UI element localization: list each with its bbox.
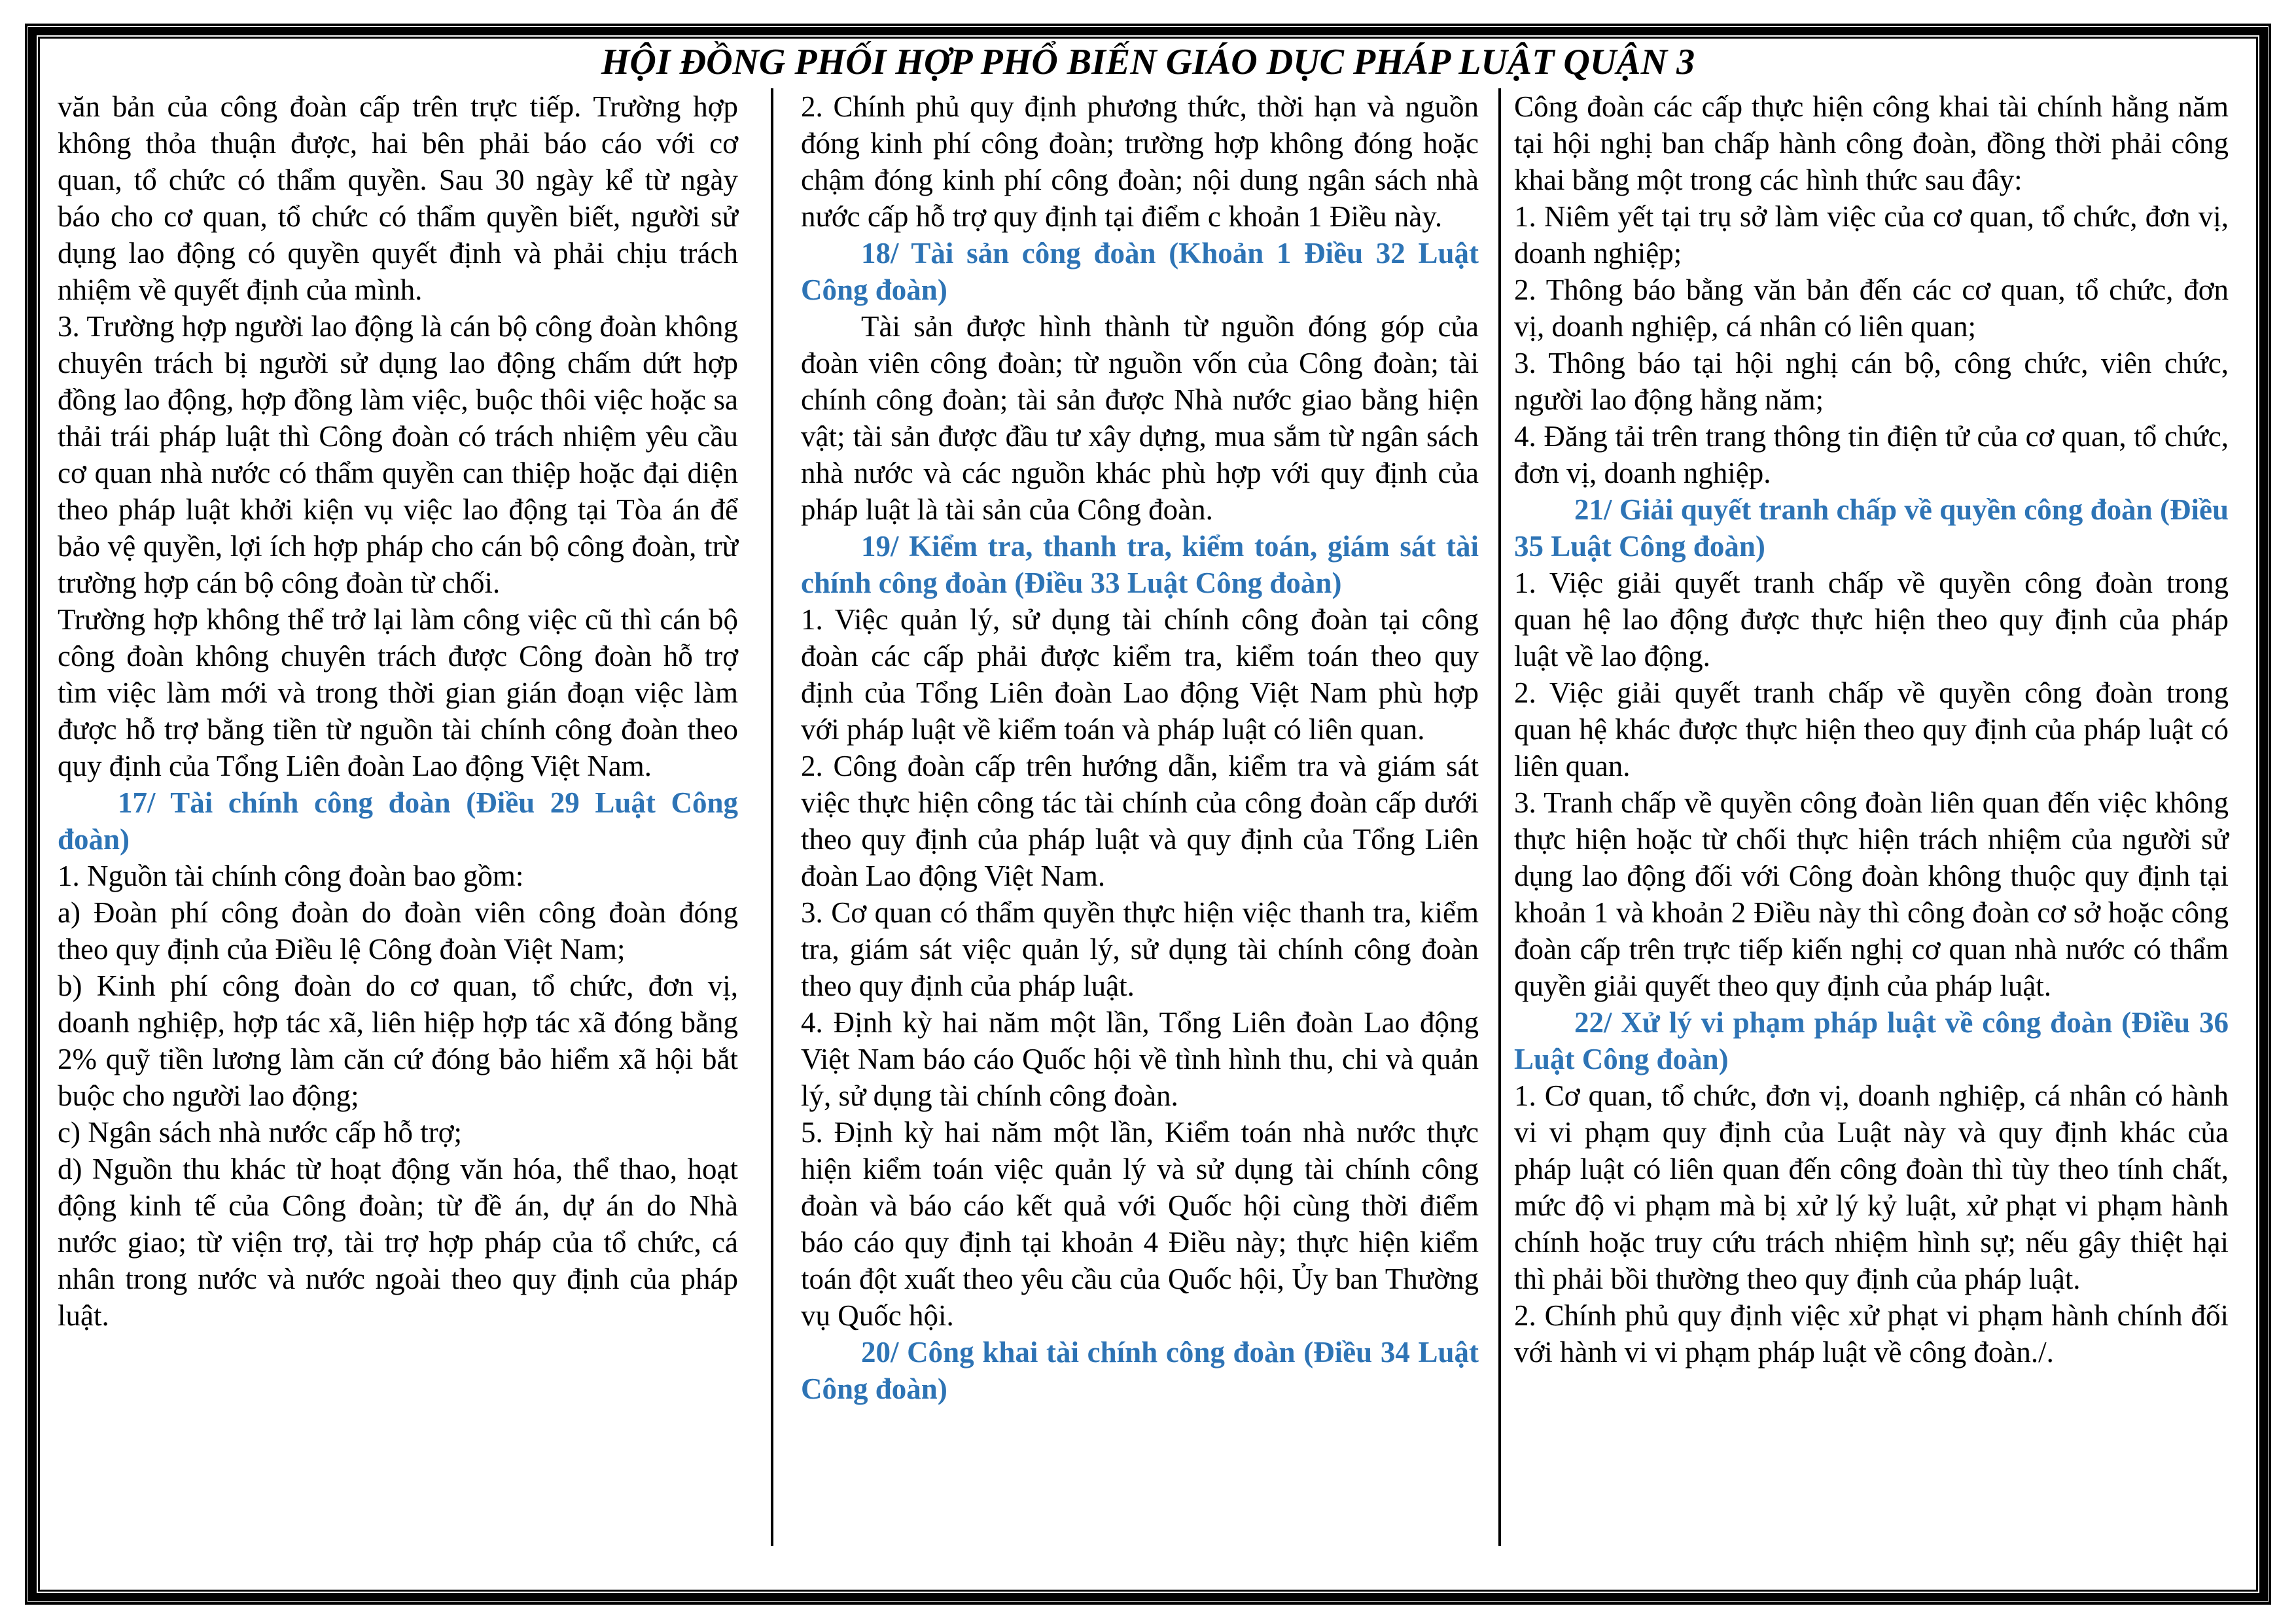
section-heading: 22/ Xử lý vi phạm pháp luật về công đoàn (Điều 36 Luật Công đoàn)	[1514, 1006, 2229, 1075]
paragraph: 2. Thông báo bằng văn bản đến các cơ quan, tổ chức, đơn vị, doanh nghiệp, cá nhân có liên quan;	[1514, 273, 2229, 343]
column-1	[40, 88, 771, 1334]
paragraph: a) Đoàn phí công đoàn do đoàn viên công đoàn đóng theo quy định của Điều lệ Công đoàn Việt Nam;	[58, 896, 738, 966]
paragraph: 1. Niêm yết tại trụ sở làm việc của cơ quan, tổ chức, đơn vị, doanh nghiệp;	[1514, 200, 2229, 270]
three-column-layout	[40, 88, 2256, 1546]
page-frame-thick-bar	[28, 27, 2268, 1601]
section-heading: 20/ Công khai tài chính công đoàn (Điều 34 Luật Công đoàn)	[801, 1336, 1479, 1405]
page-frame-outer-line	[25, 24, 2271, 1605]
paragraph: 3. Thông báo tại hội nghị cán bộ, công chức, viên chức, người lao động hằng năm;	[1514, 347, 2229, 416]
paragraph: 1. Việc quản lý, sử dụng tài chính công đoàn tại công đoàn các cấp phải được kiểm tra, kiểm toán theo quy định của Tổng Liên đoàn Lao động Việt Nam phù hợp với pháp luật về kiểm toán và pháp luật có liên quan.	[801, 603, 1479, 746]
paragraph: 3. Trường hợp người lao động là cán bộ công đoàn không chuyên trách bị người sử dụng lao động chấm dứt hợp đồng lao động, hợp đồng làm việc, buộc thôi việc hoặc sa thải trái pháp luật thì Công đoàn có trách nhiệm yêu cầu cơ quan nhà nước có thẩm quyền can thiệp hoặc đại diện theo pháp luật khởi kiện vụ việc lao động tại Tòa án để bảo vệ quyền, lợi ích hợp pháp cho cán bộ công đoàn, trừ trường hợp cán bộ công đoàn từ chối.	[58, 310, 738, 599]
paragraph: Tài sản được hình thành từ nguồn đóng góp của đoàn viên công đoàn; từ nguồn vốn của Công đoàn; tài chính công đoàn; tài sản được Nhà nước giao bằng hiện vật; tài sản được đầu tư xây dựng, mua sắm từ ngân sách nhà nước và các nguồn khác phù hợp với quy định của pháp luật là tài sản của Công đoàn.	[801, 310, 1479, 526]
paragraph: 5. Định kỳ hai năm một lần, Kiểm toán nhà nước thực hiện kiểm toán việc quản lý và sử dụng tài chính công đoàn và báo cáo kết quả với Quốc hội cùng thời điểm báo cáo quy định tại khoản 4 Điều này; thực hiện kiểm toán đột xuất theo yêu cầu của Quốc hội, Ủy ban Thường vụ Quốc hội.	[801, 1116, 1479, 1332]
paragraph: 2. Chính phủ quy định phương thức, thời hạn và nguồn đóng kinh phí công đoàn; trường hợp không đóng hoặc chậm đóng kinh phí công đoàn; nội dung ngân sách nhà nước cấp hỗ trợ quy định tại điểm c khoản 1 Điều này.	[801, 90, 1479, 233]
paragraph: 4. Định kỳ hai năm một lần, Tổng Liên đoàn Lao động Việt Nam báo cáo Quốc hội về tình hình thu, chi và quản lý, sử dụng tài chính công đoàn.	[801, 1006, 1479, 1112]
section-heading: 21/ Giải quyết tranh chấp về quyền công đoàn (Điều 35 Luật Công đoàn)	[1514, 493, 2229, 563]
paragraph: b) Kinh phí công đoàn do cơ quan, tổ chức, đơn vị, doanh nghiệp, hợp tác xã, liên hiệp hợp tác xã đóng bằng 2% quỹ tiền lương làm căn cứ đóng bảo hiểm xã hội bắt buộc cho người lao động;	[58, 969, 738, 1112]
paragraph: 4. Đăng tải trên trang thông tin điện tử của cơ quan, tổ chức, đơn vị, doanh nghiệp.	[1514, 420, 2229, 489]
page-frame-inner-line	[38, 37, 2258, 1592]
column-2	[773, 88, 1498, 1407]
paragraph: 3. Tranh chấp về quyền công đoàn liên quan đến việc không thực hiện hoặc từ chối thực hiện trách nhiệm của người sử dụng lao động đối với Công đoàn không thuộc quy định tại khoản 1 và khoản 2 Điều này thì công đoàn cơ sở hoặc công đoàn cấp trên trực tiếp kiến nghị cơ quan nhà nước có thẩm quyền giải quyết theo quy định của pháp luật.	[1514, 786, 2229, 1002]
paragraph: 3. Cơ quan có thẩm quyền thực hiện việc thanh tra, kiểm tra, giám sát việc quản lý, sử dụng tài chính công đoàn theo quy định của pháp luật.	[801, 896, 1479, 1002]
paragraph: 1. Nguồn tài chính công đoàn bao gồm:	[58, 860, 524, 892]
paragraph: 2. Chính phủ quy định việc xử phạt vi phạm hành chính đối với hành vi vi phạm pháp luật về công đoàn./.	[1514, 1299, 2229, 1369]
section-heading: 18/ Tài sản công đoàn (Khoản 1 Điều 32 Luật Công đoàn)	[801, 237, 1479, 306]
paragraph: Công đoàn các cấp thực hiện công khai tài chính hằng năm tại hội nghị ban chấp hành công đoàn, đồng thời phải công khai bằng một trong các hình thức sau đây:	[1514, 90, 2229, 196]
column-3	[1501, 88, 2256, 1370]
paragraph: c) Ngân sách nhà nước cấp hỗ trợ;	[58, 1116, 463, 1149]
paragraph: 2. Việc giải quyết tranh chấp về quyền công đoàn trong quan hệ khác được thực hiện theo quy định của pháp luật có liên quan.	[1514, 676, 2229, 782]
section-heading: 19/ Kiểm tra, thanh tra, kiểm toán, giám sát tài chính công đoàn (Điều 33 Luật Công đoàn)	[801, 530, 1479, 599]
paragraph: 1. Việc giải quyết tranh chấp về quyền công đoàn trong quan hệ lao động được thực hiện theo quy định của pháp luật về lao động.	[1514, 567, 2229, 672]
page-title: HỘI ĐỒNG PHỐI HỢP PHỔ BIẾN GIÁO DỤC PHÁP LUẬT QUẬN 3	[601, 42, 1695, 82]
paragraph: văn bản của công đoàn cấp trên trực tiếp. Trường hợp không thỏa thuận được, hai bên phải báo cáo với cơ quan, tổ chức có thẩm quyền. Sau 30 ngày kể từ ngày báo cho cơ quan, tổ chức có thẩm quyền biết, người sử dụng lao động có quyền quyết định và phải chịu trách nhiệm về quyết định của mình.	[58, 90, 738, 306]
paragraph: 2. Công đoàn cấp trên hướng dẫn, kiểm tra và giám sát việc thực hiện công tác tài chính của công đoàn cấp dưới theo quy định của pháp luật và quy định của Tổng Liên đoàn Lao động Việt Nam.	[801, 750, 1479, 892]
section-heading: 17/ Tài chính công đoàn (Điều 29 Luật Công đoàn)	[58, 786, 738, 856]
paragraph: Trường hợp không thể trở lại làm công việc cũ thì cán bộ công đoàn không chuyên trách được Công đoàn hỗ trợ tìm việc làm mới và trong thời gian gián đoạn việc làm được hỗ trợ bằng tiền từ nguồn tài chính công đoàn theo quy định của Tổng Liên đoàn Lao động Việt Nam.	[58, 603, 738, 782]
paragraph: d) Nguồn thu khác từ hoạt động văn hóa, thể thao, hoạt động kinh tế của Công đoàn; từ đề án, dự án do Nhà nước giao; từ viện trợ, tài trợ hợp pháp của tổ chức, cá nhân trong nước và nước ngoài theo quy định của pháp luật.	[58, 1153, 738, 1332]
paragraph: 1. Cơ quan, tổ chức, đơn vị, doanh nghiệp, cá nhân có hành vi vi phạm quy định của Luật này và quy định khác của pháp luật có liên quan đến công đoàn thì tùy theo tính chất, mức độ vi phạm mà bị xử lý kỷ luật, xử phạt vi phạm hành chính hoặc truy cứu trách nhiệm hình sự; nếu gây thiệt hại thì phải bồi thường theo quy định của pháp luật.	[1514, 1079, 2229, 1295]
